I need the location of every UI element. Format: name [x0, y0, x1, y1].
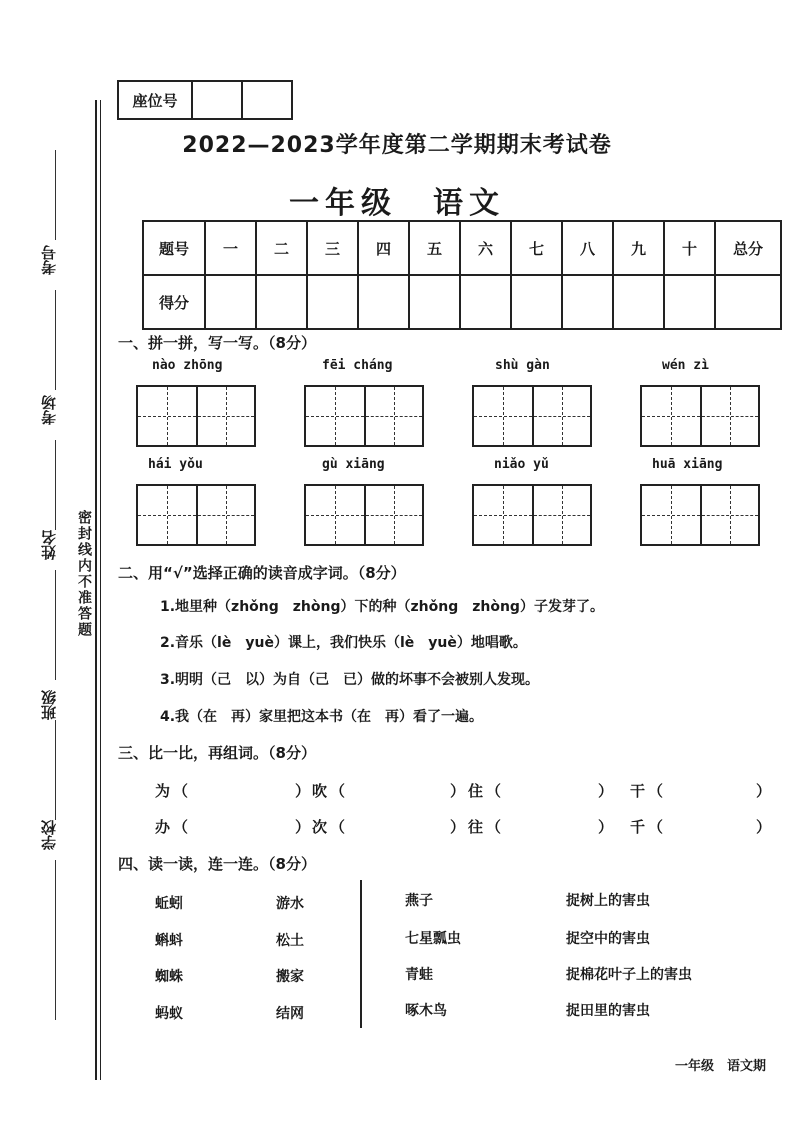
tianzige-cell[interactable] [532, 387, 590, 445]
writing-grid[interactable] [472, 484, 592, 546]
question-line: 3.明明（己 以）为自（己 已）做的坏事不会被别人发现。 [160, 672, 540, 688]
school-blank [55, 720, 56, 820]
pest-description: 捉空中的害虫 [566, 931, 650, 947]
bird-insect-name: 青蛙 [405, 967, 433, 983]
tianzige-cell[interactable] [532, 486, 590, 544]
writing-grid[interactable] [640, 484, 760, 546]
bird-insect-name: 七星瓢虫 [405, 931, 461, 947]
score-cell[interactable] [256, 275, 307, 329]
pinyin-label: niǎo yǔ [494, 457, 549, 472]
name-label: 姓名 [40, 530, 58, 560]
animal-name: 蚯蚓 [155, 896, 183, 912]
score-cell[interactable] [511, 275, 562, 329]
writing-grid[interactable] [136, 385, 256, 447]
compare-char: 干 [630, 782, 646, 800]
score-cell[interactable] [562, 275, 613, 329]
activity-name: 松土 [276, 933, 304, 949]
page-footer: 一年级 语文期 [674, 1059, 766, 1074]
seat-number-label: 座位号 [118, 81, 192, 119]
score-row-label: 得分 [143, 275, 205, 329]
compare-char: 住 [468, 782, 484, 800]
pest-description: 捉棉花叶子上的害虫 [566, 967, 692, 983]
pinyin-label: wén zì [662, 358, 709, 373]
close-paren: ） [756, 818, 772, 836]
tianzige-cell[interactable] [306, 486, 364, 544]
close-paren: ） [295, 818, 311, 836]
score-header-cell: 题号 [143, 221, 205, 275]
section3-heading: 三、比一比，再组词。（8分） [118, 744, 316, 762]
section4-heading: 四、读一读，连一连。（8分） [118, 855, 316, 873]
seat-number-cell[interactable] [192, 81, 242, 119]
question-line: 2.音乐（lè yuè）课上，我们快乐（lè yuè）地唱歌。 [160, 635, 527, 651]
score-cell[interactable] [409, 275, 460, 329]
open-paren: （ [648, 818, 664, 836]
pinyin-label: nào zhōng [152, 358, 223, 373]
pinyin-label: hái yǒu [148, 457, 203, 472]
school-blank-lower [55, 860, 56, 1020]
score-header-cell: 三 [307, 221, 358, 275]
pinyin-label: gù xiāng [322, 457, 385, 472]
compare-char: 为 [155, 782, 171, 800]
close-paren: ） [598, 818, 614, 836]
exam-number-label: 考号 [40, 245, 58, 275]
close-paren: ） [598, 782, 614, 800]
tianzige-cell[interactable] [364, 486, 422, 544]
tianzige-cell[interactable] [196, 387, 254, 445]
tianzige-cell[interactable] [474, 486, 532, 544]
open-paren: （ [173, 782, 189, 800]
compare-char: 吹 [312, 782, 328, 800]
tianzige-cell[interactable] [138, 486, 196, 544]
writing-grid[interactable] [640, 385, 760, 447]
class-blank [55, 570, 56, 680]
compare-char: 千 [630, 818, 646, 836]
pinyin-label: fēi cháng [322, 358, 393, 373]
pinyin-label: huā xiāng [652, 457, 723, 472]
open-paren: （ [648, 782, 664, 800]
tianzige-cell[interactable] [642, 387, 700, 445]
animal-name: 蚂蚁 [155, 1006, 183, 1022]
writing-grid[interactable] [472, 385, 592, 447]
score-header-cell: 七 [511, 221, 562, 275]
score-cell[interactable] [307, 275, 358, 329]
score-table-score-row [143, 275, 781, 329]
score-header-cell: 二 [256, 221, 307, 275]
tianzige-cell[interactable] [700, 387, 758, 445]
writing-grid[interactable] [304, 385, 424, 447]
open-paren: （ [330, 818, 346, 836]
writing-grid[interactable] [136, 484, 256, 546]
score-header-cell: 一 [205, 221, 256, 275]
score-header-cell: 九 [613, 221, 664, 275]
score-cell[interactable] [664, 275, 715, 329]
tianzige-cell[interactable] [364, 387, 422, 445]
score-cell[interactable] [715, 275, 781, 329]
score-header-cell: 六 [460, 221, 511, 275]
seat-number-cell[interactable] [242, 81, 292, 119]
open-paren: （ [173, 818, 189, 836]
compare-char: 次 [312, 818, 328, 836]
section1-heading: 一、拼一拼，写一写。（8分） [118, 334, 316, 352]
close-paren: ） [450, 782, 466, 800]
exam-room-blank [55, 290, 56, 390]
open-paren: （ [330, 782, 346, 800]
question-line: 1.地里种（zhǒng zhòng）下的种（zhǒng zhòng）子发芽了。 [160, 599, 604, 615]
pest-description: 捉树上的害虫 [566, 893, 650, 909]
tianzige-cell[interactable] [700, 486, 758, 544]
section2-heading: 二、用“√”选择正确的读音成字词。（8分） [118, 564, 406, 582]
animal-name: 蝌蚪 [155, 933, 183, 949]
seat-number-box [117, 80, 293, 120]
binding-line-inner [100, 100, 101, 1080]
exam-title: 2022—2023学年度第二学期期末考试卷 [182, 133, 612, 158]
name-blank [55, 440, 56, 530]
class-label: 班级 [40, 690, 58, 720]
bird-insect-name: 燕子 [405, 893, 433, 909]
close-paren: ） [756, 782, 772, 800]
binding-line-outer [95, 100, 97, 1080]
compare-char: 往 [468, 818, 484, 836]
score-table-header-row [143, 221, 781, 275]
score-table [142, 220, 782, 330]
score-header-cell: 十 [664, 221, 715, 275]
pest-description: 捉田里的害虫 [566, 1003, 650, 1019]
score-cell[interactable] [205, 275, 256, 329]
open-paren: （ [486, 818, 502, 836]
activity-name: 搬家 [276, 969, 304, 985]
score-header-cell: 五 [409, 221, 460, 275]
match-divider [360, 880, 362, 1028]
score-cell[interactable] [613, 275, 664, 329]
close-paren: ） [295, 782, 311, 800]
close-paren: ） [450, 818, 466, 836]
open-paren: （ [486, 782, 502, 800]
compare-char: 办 [155, 818, 171, 836]
score-header-cell: 八 [562, 221, 613, 275]
tianzige-cell[interactable] [306, 387, 364, 445]
bird-insect-name: 啄木鸟 [405, 1003, 447, 1019]
writing-grid[interactable] [304, 484, 424, 546]
animal-name: 蜘蛛 [155, 969, 183, 985]
score-cell[interactable] [358, 275, 409, 329]
sealed-line-notice: 密封线内不准答题 [76, 510, 92, 638]
activity-name: 游水 [276, 896, 304, 912]
score-header-cell: 总分 [715, 221, 781, 275]
exam-subtitle: 一年级 语文 [289, 186, 505, 221]
pinyin-label: shù gàn [495, 358, 550, 373]
school-label: 学校 [40, 820, 58, 850]
tianzige-cell[interactable] [138, 387, 196, 445]
exam-room-label: 考场 [40, 395, 58, 425]
score-header-cell: 四 [358, 221, 409, 275]
score-cell[interactable] [460, 275, 511, 329]
activity-name: 结网 [276, 1006, 304, 1022]
question-line: 4.我（在 再）家里把这本书（在 再）看了一遍。 [160, 709, 484, 725]
tianzige-cell[interactable] [196, 486, 254, 544]
tianzige-cell[interactable] [642, 486, 700, 544]
tianzige-cell[interactable] [474, 387, 532, 445]
